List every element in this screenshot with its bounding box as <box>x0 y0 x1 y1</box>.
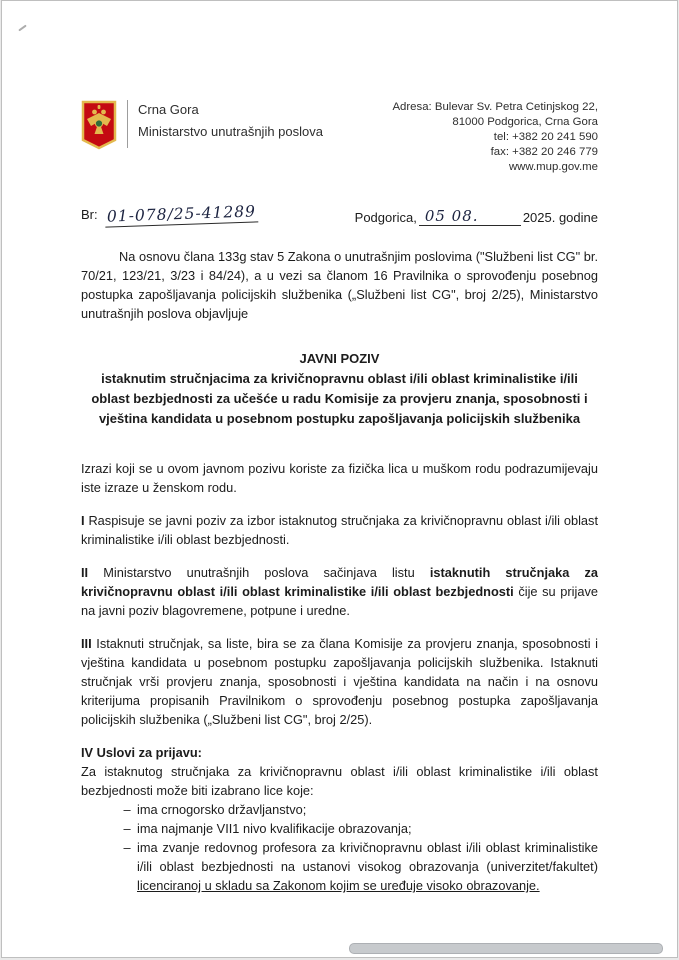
header-divider <box>127 100 128 148</box>
gender-note-paragraph: Izrazi koji se u ovom javnom pozivu koriste za fizička lica u muškom rodu podrazumijevaju iste izraze u ženskom rodu. <box>81 461 598 495</box>
section-3-paragraph <box>81 634 598 729</box>
list-item <box>81 819 598 838</box>
list-item <box>81 800 598 819</box>
section-1-text: Raspisuje se javni poziv za izbor istaknutog stručnjaka za krivičnopravnu oblast i/ili oblast kriminalistike i/ili oblast bezbjednosti. <box>81 513 598 547</box>
reference-row <box>81 202 598 226</box>
section-1-paragraph <box>81 511 598 549</box>
document-title: JAVNI POZIV <box>299 351 380 366</box>
horizontal-scrollbar-thumb[interactable] <box>349 943 663 954</box>
address-line-city: 81000 Podgorica, Crna Gora <box>452 116 598 128</box>
list-item <box>81 838 598 895</box>
reference-number-handwritten: 01-078/25-41289 <box>105 202 259 227</box>
ministry-name: Ministarstvo unutrašnjih poslova <box>138 124 323 139</box>
address-block <box>392 98 598 175</box>
place-label: Podgorica, <box>354 210 417 225</box>
condition-3-text: ima zvanje redovnog profesora za krivičnopravnu oblast i/ili oblast kriminalistike i/ili oblast bezbjednosti na ustanovi visokog obrazovanja (univerzitet/fakultet) <box>137 840 598 874</box>
address-line-tel: tel: +382 20 241 590 <box>493 131 598 143</box>
list-bullet: – <box>123 802 131 817</box>
document-title-block <box>81 349 598 429</box>
reference-number-label: Br: <box>81 207 98 222</box>
condition-3-underlined-text: licenciranoj u skladu sa Zakonom kojim se uređuje visoko obrazovanje. <box>137 878 540 893</box>
document-subtitle: istaknutim stručnjacima za krivičnopravnu oblast i/ili oblast kriminalistike i/ili oblast bezbjednosti za učešće u radu Komisije za provjeru znanja, sposobnosti i vještina kandidata u posebnom postupku zapošljavanja policijskih službenika <box>91 371 588 426</box>
condition-1-text: ima crnogorsko državljanstvo; <box>137 802 307 817</box>
list-bullet: – <box>123 840 131 855</box>
letterhead <box>81 1 598 175</box>
section-3-text: Istaknuti stručnjak, sa liste, bira se za člana Komisije za provjeru znanja, sposobnosti i vještina kandidata u posebnom postupku zapošljavanja policijskih službenika. Istaknuti stručnjak vrši provjeru znanja, sposobnosti i vještina kandidata na način i na osnovu kriterijuma propisanih Pravilnikom o sprovođenju posebnog postupka zapošljavanja policijskih službenika („Službeni list CG", broj 2/25). <box>81 636 598 727</box>
section-2-text-end: čije su prijave na javni poziv blagovremene, potpune i uredne. <box>81 584 598 618</box>
section-2-text-start: Ministarstvo unutrašnjih poslova sačinjava listu <box>88 565 430 580</box>
address-line-fax: fax: +382 20 246 779 <box>490 146 598 158</box>
year-label: 2025. godine <box>522 210 598 225</box>
date-handwritten: 05 08. <box>419 207 521 226</box>
address-line-web: www.mup.gov.me <box>508 161 598 173</box>
document-page <box>1 0 678 958</box>
list-bullet: – <box>123 821 131 836</box>
intro-paragraph: Na osnovu člana 133g stav 5 Zakona o unutrašnjim poslovima ("Službeni list CG" br. 70/21, 123/21, 3/23 i 84/24), a u vezi sa članom 16 Pravilnika o sprovođenju posebnog postupka zapošljavanja policijskih službenika („Službeni list CG", broj 2/25), Ministarstvo unutrašnjih poslova objavljuje <box>81 249 598 321</box>
section-2-bold-phrase: istaknutih stručnjaka za krivičnopravnu oblast i/ili oblast kriminalistike i/ili oblast bezbjednosti <box>81 565 598 599</box>
condition-2-text: ima najmanje VII1 nivo kvalifikacije obrazovanja; <box>137 821 412 836</box>
country-name: Crna Gora <box>138 102 199 117</box>
section-2-numeral: II <box>81 565 89 580</box>
section-4-lead: Za istaknutog stručnjaka za krivičnopravnu oblast i/ili oblast kriminalistike i/ili oblast bezbjednosti može biti izabrano lice koje: <box>81 764 598 798</box>
address-line-street: Adresa: Bulevar Sv. Petra Cetinjskog 22, <box>392 101 598 113</box>
section-4-heading: IV Uslovi za prijavu: <box>81 745 202 760</box>
conditions-list <box>81 800 598 895</box>
section-2-paragraph <box>81 563 598 620</box>
section-1-numeral: I <box>81 513 85 528</box>
section-3-numeral: III <box>81 636 92 651</box>
montenegro-coat-of-arms-logo <box>81 100 117 150</box>
